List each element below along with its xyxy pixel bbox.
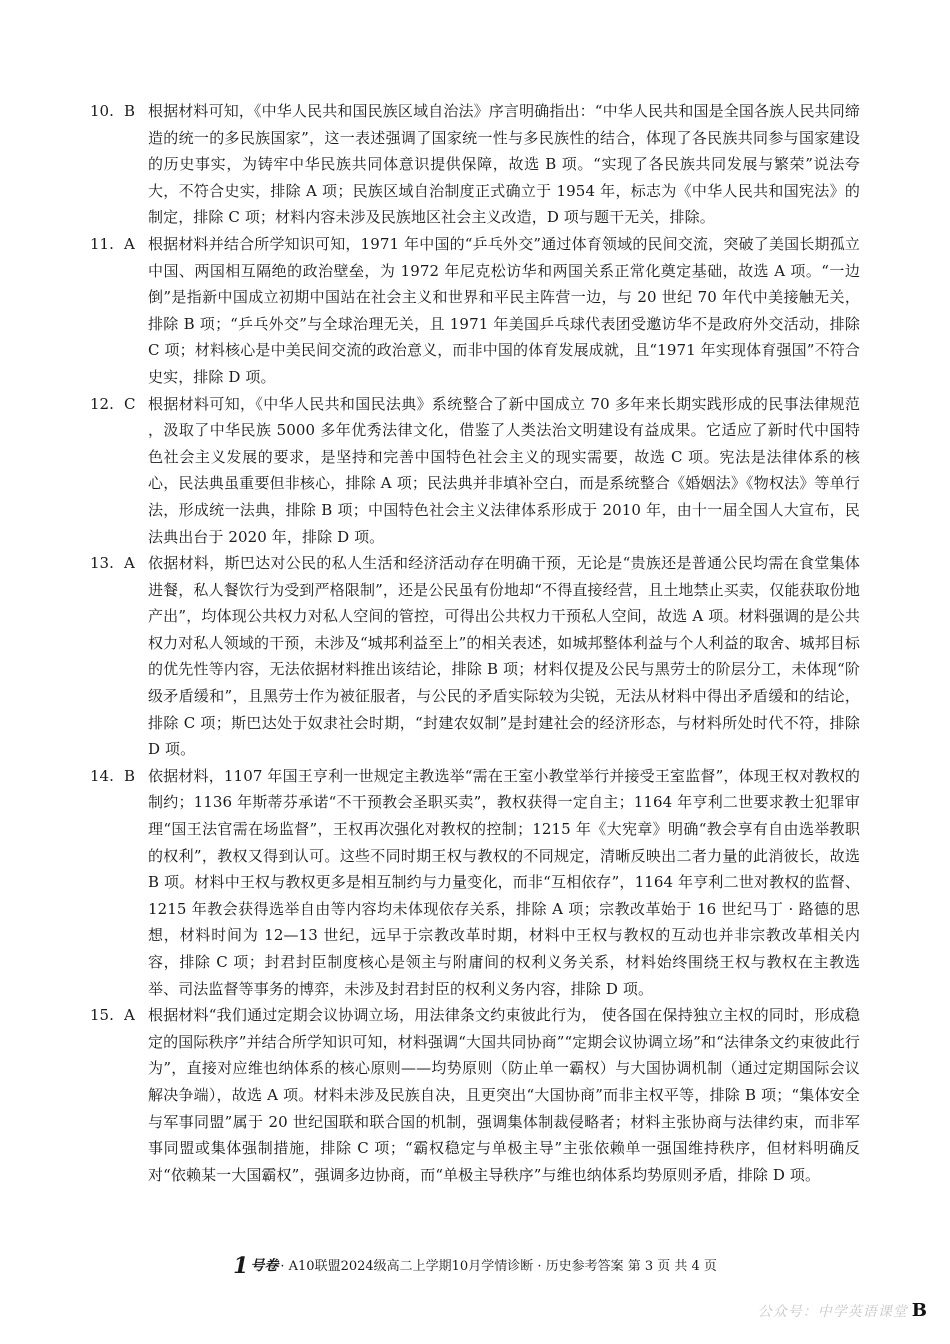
answer-key: A [124,554,135,573]
answer-key: C [124,394,136,413]
answer-explanation: 依据材料，斯巴达对公民的私人生活和经济活动存在明确干预，无论是“贵族还是普通公民均需在食堂集体进餐，私人餐饮行为受到严格限制”，还是公民虽有份地却“不得直接经营，且土地禁止买卖，仅能获取份地产出”，均体现公共权力对私人空间的管控，可得出公共权力干预私人空间，故选 A 项。材料强调的是公共权力对私人领域的干预，未涉及“城邦利益至上”的相关表述，如城邦整体利益与个人利益的取舍、城邦目标的优先性等内容，无法依据材料推出该结论，排除 B 项；材料仅提及公民与黑劳士的阶层分工，未体现“阶级矛盾缓和”，且黑劳士作为被征服者，与公民的矛盾实际较为尖锐，无法从材料中得出矛盾缓和的结论，排除 C 项；斯巴达处于奴隶社会时期，“封建农奴制”是封建社会的经济形态，与材料所处时代不符，排除 D 项。 [148,554,860,759]
answer-item [90,1002,860,1188]
watermark [758,1300,928,1321]
answer-item [90,391,860,551]
question-number: 13. [90,554,114,573]
answer-item [90,98,860,231]
answer-key: A [124,1006,135,1025]
footer-text: · A10联盟2024级高二上学期10月学情诊断 · 历史参考答案 第 3 页 共 4 页 [280,1259,717,1274]
answer-key: B [124,102,136,120]
question-number: 12. [90,394,114,413]
answer-item [90,763,860,1002]
question-number: 10. [90,102,114,120]
answer-explanation: 根据材料并结合所学知识可知，1971 年中国的“乒乓外交”通过体育领域的民间交流，突破了美国长期孤立中国、两国相互隔绝的政治壁垒，为 1972 年尼克松访华和两国关系正常化奠定基础，故选 A 项。“一边倒”是指新中国成立初期中国站在社会主义和世界和平民主阵营一边，与 20 世纪 70 年代中美接触无关，排除 B 项；“乒乓外交”与全球治理无关，且 1971 年美国乒乓球代表团受邀访华不是政府外交活动，排除 C 项；材料核心是中美民间交流的政治意义，而非中国的体育发展成就，且“1971 年实现体育强国”不符合史实，排除 D 项。 [148,234,860,386]
brand-logo-text: 号卷 [250,1258,279,1274]
answer-explanation: 依据材料，1107 年国王亨利一世规定主教选举“需在王室小教堂举行并接受王室监督”，体现王权对教权的制约；1136 年斯蒂芬承诺“不干预教会圣职买卖”，教权获得一定自主；1164 年亨利二世要求教士犯罪审理“国王法官需在场监督”，王权再次强化对教权的控制；1215 年《大宪章》明确“教会享有自由选举教职的权利”，教权又得到认可。这些不同时期王权与教权的不同规定，清晰反映出二者力量的此消彼长，故选 B 项。材料中王权与教权更多是相互制约与力量变化，而非“互相依存”，1164 年亨利二世对教权的监督、1215 年教会获得选举自由等内容均未体现依存关系，排除 A 项；宗教改革始于 16 世纪马丁 · 路德的思想，材料时间为 12—13 世纪，远早于宗教改革时期，材料中王权与教权的互动也并非宗教改革相关内容，排除 C 项；封君封臣制度核心是领主与附庸间的权利义务关系，材料始终围绕王权与教权在主教选举、司法监督等事务的博弈，未涉及封君封臣的权利义务内容，排除 D 项。 [148,766,860,998]
answer-key: A [124,234,135,253]
brand-logo: 1 [233,1253,249,1279]
question-number: 14. [90,766,114,785]
question-number: 15. [90,1006,114,1025]
answer-key: B [124,766,136,785]
answer-explanation: 根据材料可知，《中华人民共和国民法典》系统整合了新中国成立 70 多年来长期实践形成的民事法律规范 ，汲取了中华民族 5000 多年优秀法律文化，借鉴了人类法治文明建设有益成果。它适应了新时代中国特色社会主义发展的要求，是坚持和完善中国特色社会主义的现实需要，故选 C 项。宪法是法律体系的核心，民法典虽重要但非核心，排除 A 项；民法典并非填补空白，而是系统整合《婚姻法》《物权法》等单行法，形成统一法典，排除 B 项；中国特色社会主义法律体系形成于 2010 年，由十一届全国人大宣布，民法典出台于 2020 年，排除 D 项。 [148,394,860,546]
answer-explanation: 根据材料“我们通过定期会议协调立场，用法律条文约束彼此行为， 使各国在保持独立主权的同时，形成稳定的国际秩序”并结合所学知识可知，材料强调“大国共同协商”“定期会议协调立场”和“法律条文约束彼此行为”，直接对应维也纳体系的核心原则——均势原则（防止单一霸权）与大国协调机制（通过定期国际会议解决争端），故选 A 项。材料未涉及民族自决，且更突出“大国协商”而非主权平等，排除 B 项；“集体安全与军事同盟”属于 20 世纪国联和联合国的机制，强调集体制裁侵略者；材料主张协商与法律约束，而非军事同盟或集体强制措施，排除 C 项；“霸权稳定与单极主导”主张依赖单一强国维持秩序，但材料明确反对“依赖某一大国霸权”，强调多边协商，而“单极主导秩序”与维也纳体系均势原则矛盾，排除 D 项。 [148,1006,860,1184]
answer-item [90,231,860,391]
page-footer [0,1253,950,1279]
watermark-text: 公众号：中学英语课堂 [757,1304,908,1320]
question-number: 11. [90,234,114,253]
answer-explanation: 根据材料可知，《中华人民共和国民族区域自治法》序言明确指出：“中华人民共和国是全国各族人民共同缔造的统一的多民族国家”，这一表述强调了国家统一性与多民族性的结合，体现了各民族共同参与国家建设的历史事实，为铸牢中华民族共同体意识提供保障，故选 B 项。“实现了各民族共同发展与繁荣”说法夸大，不符合史实，排除 A 项；民族区域自治制度正式确立于 1954 年，标志为《中华人民共和国宪法》的制定，排除 C 项；材料内容未涉及民族地区社会主义改造，D 项与题干无关，排除。 [148,102,860,227]
answer-item [90,550,860,763]
answer-list [90,98,860,1188]
corner-mark: B [911,1300,928,1321]
